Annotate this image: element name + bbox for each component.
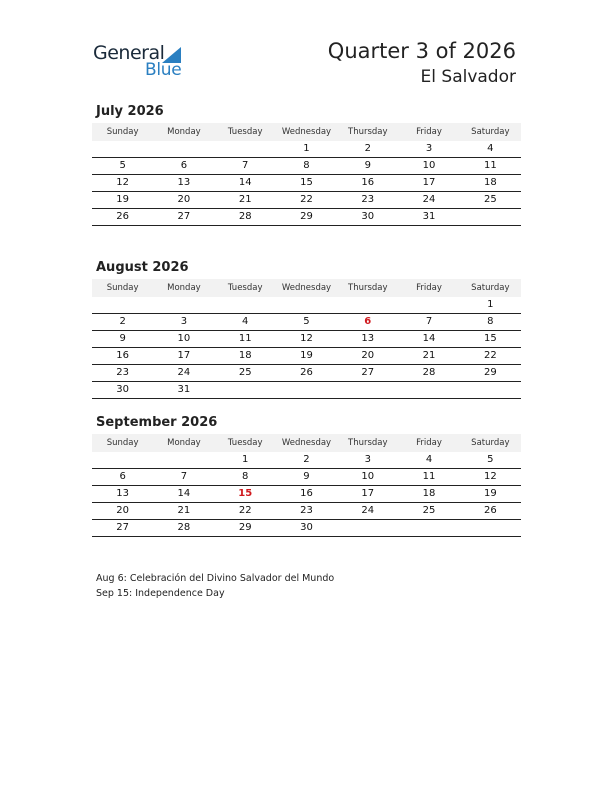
week-row: [92, 141, 521, 158]
day-cell: 14: [238, 177, 252, 188]
day-cell: 27: [177, 211, 191, 222]
generalblue-logo: [93, 42, 193, 82]
day-cell: 11: [422, 471, 436, 482]
day-cell: 23: [116, 367, 129, 378]
day-cell: 11: [238, 333, 252, 344]
month-calendar: [92, 414, 521, 537]
day-cell: 6: [180, 160, 188, 171]
day-cell: 3: [180, 316, 188, 327]
day-cell: 15: [238, 488, 253, 499]
weekday-header: Tuesday: [227, 438, 263, 448]
week-row: [92, 314, 521, 331]
day-cell: 10: [422, 160, 436, 171]
day-cell: 22: [300, 194, 313, 205]
day-cell: 24: [177, 367, 191, 378]
week-row: [92, 331, 521, 348]
day-cell: 27: [361, 367, 375, 378]
day-cell: 4: [425, 454, 433, 465]
weekday-header: Thursday: [348, 438, 388, 448]
empty-day-cell: [92, 297, 153, 313]
empty-day-cell: [460, 382, 521, 398]
empty-day-cell: [460, 520, 521, 536]
day-cell: 18: [238, 350, 252, 361]
day-cell: 3: [425, 143, 433, 154]
day-cell: 22: [238, 505, 252, 516]
weekday-header: Wednesday: [281, 127, 332, 137]
week-row: [92, 365, 521, 382]
weekday-header: Monday: [167, 438, 201, 448]
empty-day-cell: [398, 297, 459, 313]
day-cell: 20: [361, 350, 375, 361]
weekday-header: Saturday: [471, 438, 510, 448]
week-row: [92, 175, 521, 192]
day-cell: 19: [483, 488, 497, 499]
day-cell: 31: [422, 211, 436, 222]
day-cell: 26: [300, 367, 313, 378]
week-row: [92, 192, 521, 209]
day-cell: 16: [361, 177, 375, 188]
day-cell: 8: [242, 471, 249, 482]
day-cell: 21: [238, 194, 252, 205]
weekday-header: Sunday: [106, 283, 139, 293]
day-cell: 10: [361, 471, 375, 482]
weekday-header: Thursday: [348, 127, 388, 137]
day-cell: 1: [242, 454, 249, 465]
empty-day-cell: [92, 452, 153, 468]
day-cell: 27: [116, 522, 129, 533]
day-cell: 24: [422, 194, 436, 205]
day-cell: 14: [177, 488, 191, 499]
day-cell: 13: [361, 333, 375, 344]
month-title: August 2026: [96, 260, 189, 275]
day-cell: 30: [116, 384, 129, 395]
day-cell: 2: [119, 316, 126, 327]
weekday-header: Wednesday: [281, 438, 332, 448]
weekday-header-row: [92, 123, 521, 141]
day-cell: 8: [487, 316, 494, 327]
day-cell: 5: [303, 316, 310, 327]
month-title: September 2026: [96, 415, 218, 430]
day-cell: 21: [177, 505, 191, 516]
day-cell: 14: [422, 333, 436, 344]
weekday-header-row: [92, 279, 521, 297]
day-cell: 25: [483, 194, 497, 205]
day-cell: 28: [177, 522, 191, 533]
day-cell: 5: [119, 160, 126, 171]
weekday-header: Monday: [167, 127, 201, 137]
week-row: [92, 158, 521, 175]
day-cell: 15: [483, 333, 497, 344]
empty-day-cell: [398, 382, 459, 398]
weekday-header: Sunday: [106, 127, 139, 137]
week-row: [92, 209, 521, 226]
day-cell: 3: [364, 454, 371, 465]
day-cell: 2: [303, 454, 310, 465]
day-cell: 12: [300, 333, 313, 344]
day-cell: 9: [119, 333, 126, 344]
day-cell: 18: [422, 488, 436, 499]
week-row: [92, 348, 521, 365]
weekday-header: Monday: [167, 283, 201, 293]
day-cell: 7: [425, 316, 433, 327]
week-row: [92, 452, 521, 469]
day-cell: 12: [483, 471, 497, 482]
day-cell: 22: [483, 350, 497, 361]
day-cell: 8: [303, 160, 310, 171]
day-cell: 26: [116, 211, 129, 222]
day-cell: 18: [483, 177, 497, 188]
day-cell: 28: [422, 367, 436, 378]
day-cell: 19: [116, 194, 129, 205]
empty-day-cell: [276, 382, 337, 398]
day-cell: 28: [238, 211, 252, 222]
day-cell: 20: [116, 505, 129, 516]
day-cell: 1: [303, 143, 310, 154]
week-row: [92, 297, 521, 314]
weekday-header: Friday: [416, 438, 442, 448]
day-cell: 6: [119, 471, 126, 482]
weekday-header: Saturday: [471, 283, 510, 293]
holiday-note: Aug 6: Celebración del Divino Salvador del Mundo: [96, 573, 335, 584]
week-row: [92, 382, 521, 399]
weekday-header-row: [92, 434, 521, 452]
page-title: Quarter 3 of 2026: [327, 39, 516, 63]
week-row: [92, 520, 521, 537]
holiday-notes: [96, 572, 334, 601]
day-cell: 7: [242, 160, 249, 171]
day-cell: 9: [303, 471, 310, 482]
month-calendar: [92, 103, 521, 226]
week-row: [92, 469, 521, 486]
day-cell: 21: [422, 350, 436, 361]
day-cell: 16: [300, 488, 313, 499]
day-cell: 26: [483, 505, 497, 516]
month-calendar: [92, 259, 521, 399]
week-row: [92, 503, 521, 520]
day-cell: 19: [300, 350, 313, 361]
day-cell: 16: [116, 350, 129, 361]
day-cell: 1: [487, 299, 494, 310]
day-cell: 10: [177, 333, 191, 344]
empty-day-cell: [398, 520, 459, 536]
empty-day-cell: [153, 452, 214, 468]
week-row: [92, 486, 521, 503]
logo-general-text: General: [93, 42, 165, 64]
day-cell: 12: [116, 177, 129, 188]
empty-day-cell: [460, 209, 521, 225]
day-cell: 30: [361, 211, 375, 222]
day-cell: 17: [422, 177, 436, 188]
day-cell: 31: [177, 384, 191, 395]
weekday-header: Thursday: [348, 283, 388, 293]
empty-day-cell: [337, 382, 398, 398]
day-cell: 23: [300, 505, 313, 516]
day-cell: 29: [483, 367, 497, 378]
weekday-header: Saturday: [471, 127, 510, 137]
weekday-header: Friday: [416, 127, 442, 137]
weekday-header: Tuesday: [227, 283, 263, 293]
day-cell: 13: [177, 177, 191, 188]
empty-day-cell: [337, 520, 398, 536]
empty-day-cell: [215, 297, 276, 313]
day-cell: 20: [177, 194, 191, 205]
day-cell: 2: [364, 143, 371, 154]
day-cell: 17: [177, 350, 191, 361]
weekday-header: Tuesday: [227, 127, 263, 137]
day-cell: 9: [364, 160, 371, 171]
empty-day-cell: [215, 382, 276, 398]
day-cell: 24: [361, 505, 375, 516]
day-cell: 25: [422, 505, 436, 516]
day-cell: 29: [300, 211, 313, 222]
day-cell: 30: [300, 522, 313, 533]
day-cell: 17: [361, 488, 375, 499]
empty-day-cell: [153, 141, 214, 157]
day-cell: 23: [361, 194, 375, 205]
empty-day-cell: [337, 297, 398, 313]
empty-day-cell: [276, 297, 337, 313]
empty-day-cell: [153, 297, 214, 313]
weekday-header: Sunday: [106, 438, 139, 448]
logo-blue-text: Blue: [145, 60, 182, 80]
day-cell: 6: [364, 316, 372, 327]
empty-day-cell: [92, 141, 153, 157]
day-cell: 25: [238, 367, 252, 378]
empty-day-cell: [215, 141, 276, 157]
day-cell: 11: [483, 160, 497, 171]
weekday-header: Wednesday: [281, 283, 332, 293]
day-cell: 7: [180, 471, 188, 482]
day-cell: 4: [487, 143, 494, 154]
day-cell: 15: [300, 177, 313, 188]
weekday-header: Friday: [416, 283, 442, 293]
page-subtitle: El Salvador: [420, 67, 516, 87]
day-cell: 29: [238, 522, 252, 533]
day-cell: 5: [487, 454, 494, 465]
day-cell: 13: [116, 488, 129, 499]
holiday-note: Sep 15: Independence Day: [96, 587, 225, 599]
month-title: July 2026: [96, 104, 164, 119]
day-cell: 4: [242, 316, 249, 327]
